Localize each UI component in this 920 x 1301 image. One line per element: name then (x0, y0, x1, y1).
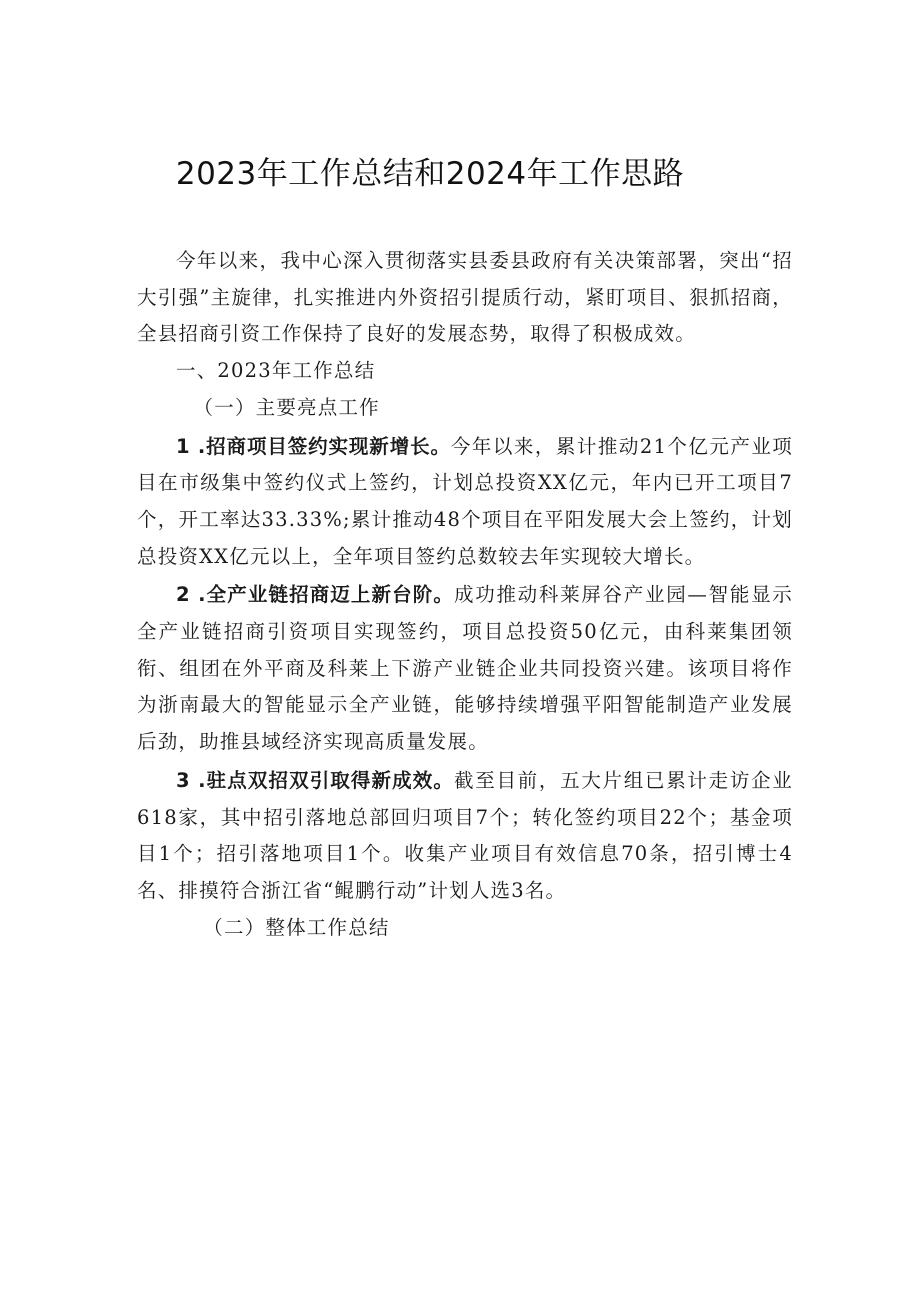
document-body (137, 243, 793, 946)
subsection-heading-highlights: （一）主要亮点工作 (193, 395, 380, 419)
highlight-item-1 (137, 429, 793, 576)
highlight-item-3-lead: 3 .驻点双招双引取得新成效。 (176, 768, 455, 792)
highlight-item-1-lead: 1 .招商项目签约实现新增长。 (176, 434, 451, 458)
document-title: 2023年工作总结和2024年工作思路 (175, 156, 685, 192)
highlight-item-2-lead: 2 .全产业链招商迈上新台阶。 (176, 583, 455, 607)
highlight-item-3-text: 截至目前，五大片组已累计走访企业618家，其中招引落地总部回归项目7个；转化签约项目22个；基金项目1个；招引落地项目1个。收集产业项目有效信息70条，招引博士4名、排摸符合浙江省“鲲鹏行动”计划人选3名。 (137, 768, 794, 902)
subsection-heading-overall-summary: （二）整体工作总结 (203, 915, 390, 939)
highlight-item-3 (137, 763, 793, 910)
intro-paragraph: 今年以来，我中心深入贯彻落实县委县政府有关决策部署，突出“招大引强”主旋律，扎实推进内外资招引提质行动，紧盯项目、狠抓招商，全县招商引资工作保持了良好的发展态势，取得了积极成效。 (137, 249, 793, 346)
section-heading-2023-summary: 一、2023年工作总结 (176, 359, 376, 383)
highlight-item-2 (137, 577, 793, 761)
highlight-item-2-text: 成功推动科莱屏谷产业园—智能显示全产业链招商引资项目实现签约，项目总投资50亿元，由科莱集团领衔、组团在外平商及科莱上下游产业链企业共同投资兴建。该项目将作为浙南最大的智能显示全产业链，能够持续增强平阳智能制造产业发展后劲，助推县域经济实现高质量发展。 (137, 583, 794, 754)
highlight-item-1-text: 今年以来，累计推动21个亿元产业项目在市级集中签约仪式上签约，计划总投资XX亿元，年内已开工项目7个，开工率达33.33%;累计推动48个项目在平阳发展大会上签约，计划总投资XX亿元以上，全年项目签约总数较去年实现较大增长。 (137, 434, 794, 568)
